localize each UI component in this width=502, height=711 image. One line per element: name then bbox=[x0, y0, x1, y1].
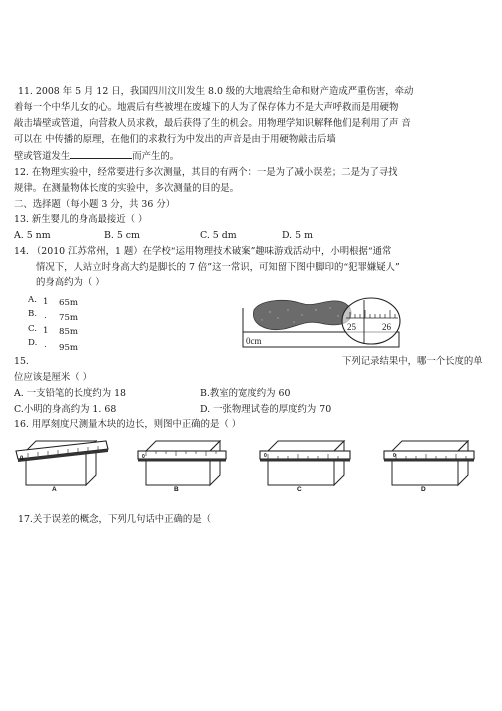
q15-line2: 位应该是厘米（ ） bbox=[14, 372, 92, 383]
q16-figure-c bbox=[260, 441, 350, 493]
svg-text:0: 0 bbox=[393, 453, 396, 459]
q16-label-d: D bbox=[421, 486, 426, 493]
q16-label-b: B bbox=[174, 486, 179, 493]
q14-option-c-value: 85m bbox=[59, 327, 79, 337]
q11-line5-pre: 壁或管道发生 bbox=[14, 151, 71, 162]
q14-line1: 14. （2010 江苏常州，1 题）在学校“运用物理技术破案”趣味游戏活动中，小明根据“通常 bbox=[14, 246, 392, 257]
q15-option-a: A. 一支铅笔的长度约为 18 bbox=[14, 388, 127, 399]
q14-options bbox=[28, 290, 84, 351]
q16-figure-d bbox=[384, 441, 474, 493]
q11-line1: 11. 2008 年 5 月 12 日，我国四川汶川发生 8.0 级的大地震给生命和财产造成严重伤害，牵动 bbox=[18, 86, 414, 97]
q13-stem: 13. 新生婴儿的身高最接近（ ） bbox=[14, 214, 148, 225]
q14-option-d-letter: D. bbox=[28, 338, 38, 348]
q14-option-b-letter: B. bbox=[28, 309, 38, 319]
footprint-ruler-figure bbox=[240, 288, 420, 350]
q11-line5 bbox=[14, 150, 179, 163]
q14-option-a-prefix: 1 bbox=[43, 297, 49, 307]
q14-option-a-letter: A. bbox=[28, 295, 37, 305]
q14-option-c-letter: C. bbox=[28, 324, 38, 334]
q11-line2: 着每一个中华儿女的心。地震后有些被埋在废墟下的人为了保存体力不是大声呼救而是用硬物 bbox=[14, 102, 399, 113]
q14-option-d-value: 95m bbox=[59, 343, 79, 351]
q14-option-b-prefix: . bbox=[44, 311, 47, 321]
q12-line1: 12. 在物理实验中，经常要进行多次测量，其目的有两个：一是为了减小误差；二是为了寻找 bbox=[14, 167, 398, 178]
q14-option-c-prefix: 1 bbox=[43, 326, 49, 336]
q16-label-a: A bbox=[52, 486, 57, 493]
q12-line2: 规律。在测量物体长度的实验中，多次测量的目的是。 bbox=[14, 183, 240, 194]
q16-figure-b bbox=[138, 441, 226, 493]
q14-line3: 的身高约为（ ） bbox=[36, 277, 105, 288]
magnifier-icon bbox=[342, 298, 400, 344]
q11-line4: 可以在 中传播的原理，在他们的求救行为中发出的声音是由于用硬物敲击后墙 bbox=[14, 134, 336, 145]
svg-text:0: 0 bbox=[142, 454, 145, 460]
q16-figures bbox=[14, 433, 484, 493]
ruler-label-25: 25 bbox=[347, 322, 356, 332]
q14-option-a-value: 65m bbox=[59, 298, 79, 308]
q13-option-d: D. 5 m bbox=[282, 230, 313, 241]
q16-figure-a bbox=[16, 441, 108, 493]
q15-option-c: C.小明的身高约为 1. 68 bbox=[14, 404, 117, 415]
q13-option-a: A. 5 nm bbox=[14, 230, 51, 241]
ruler-label-0cm: 0cm bbox=[246, 336, 262, 346]
q13-option-c: C. 5 dm bbox=[200, 230, 237, 241]
q13-option-b: B. 5 cm bbox=[104, 230, 140, 241]
q15-stem-right: 下列记录结果中，哪一个长度的单 bbox=[342, 356, 483, 367]
q14-option-d-prefix: . bbox=[44, 340, 47, 350]
q11-line3: 敲击墙壁或管道，向营救人员求救，最后获得了生的机会。用物理学知识解释他们是利用了声 音 bbox=[14, 118, 411, 129]
q15-option-d: D. 一张物理试卷的厚度约为 70 bbox=[200, 404, 332, 415]
ruler-label-26: 26 bbox=[382, 322, 391, 332]
q11-answer-blank[interactable] bbox=[70, 150, 132, 159]
svg-text:0: 0 bbox=[264, 453, 267, 459]
q17-stem: 17.关于误差的概念，下列几句话中正确的是（ bbox=[18, 514, 212, 525]
q15-option-b: B.教室的宽度约为 60 bbox=[200, 388, 291, 399]
q15-number: 15. bbox=[14, 356, 29, 367]
svg-text:0: 0 bbox=[20, 456, 24, 462]
q16-stem: 16. 用厚刻度尺测量木块的边长，则图中正确的是（ ） bbox=[14, 419, 242, 430]
q14-option-b-value: 75m bbox=[59, 313, 79, 323]
q11-line5-post: 而产生的。 bbox=[132, 151, 180, 162]
q16-label-c: C bbox=[297, 486, 302, 493]
section-heading: 二、选择题（每小题 3 分，共 36 分） bbox=[14, 199, 176, 210]
q14-line2: 情况下，人站立时身高大约是脚长的 7 倍”这一常识，可知留下图中脚印的“犯罪嫌疑人” bbox=[36, 262, 400, 273]
